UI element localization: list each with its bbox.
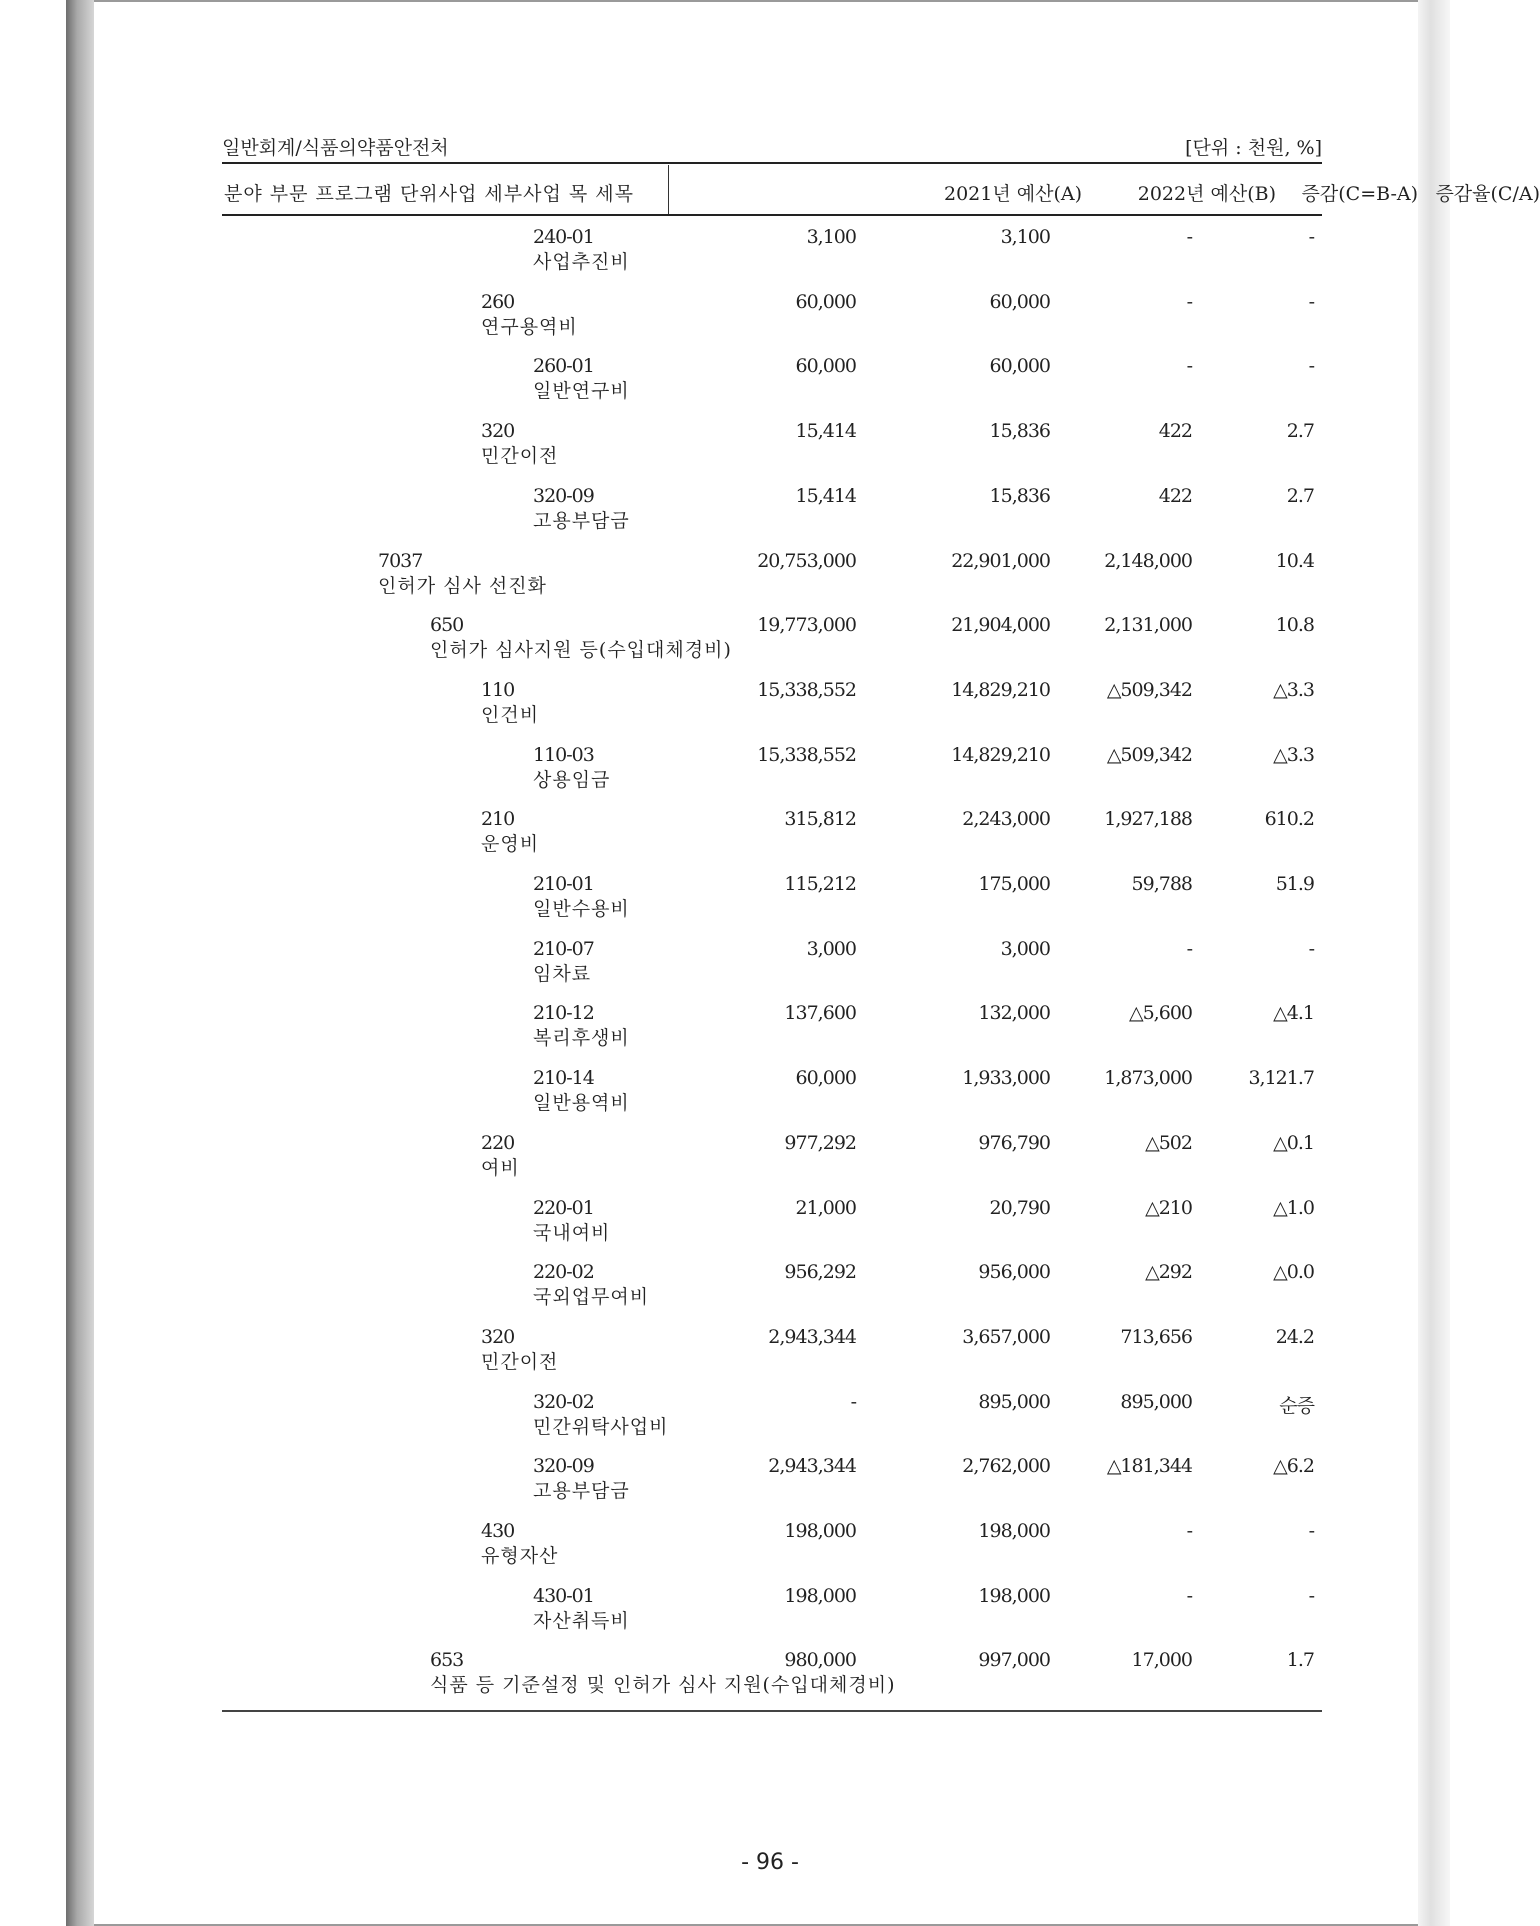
row-code: 7037	[378, 549, 423, 572]
row-code: 320-09	[533, 484, 594, 507]
row-change-rate: 24.2	[1275, 1325, 1314, 1348]
row-change-rate: △3.3	[1273, 743, 1314, 766]
page-number: - 96 -	[741, 1850, 799, 1875]
row-name: 국외업무여비	[533, 1286, 650, 1309]
row-change: 2,131,000	[1104, 614, 1192, 637]
row-code: 220-01	[533, 1196, 594, 1219]
row-code: 220-02	[533, 1261, 594, 1284]
row-budget-2022: 956,000	[978, 1261, 1050, 1284]
table-row	[0, 679, 1450, 739]
row-budget-2022: 22,901,000	[951, 549, 1050, 572]
row-change-rate: 2.7	[1286, 484, 1314, 507]
row-change: 422	[1158, 484, 1192, 507]
table-row	[0, 1649, 1450, 1709]
row-change: -	[1186, 1584, 1192, 1607]
row-name: 민간위탁사업비	[533, 1415, 669, 1438]
row-change-rate: -	[1308, 355, 1314, 378]
table-row	[0, 1520, 1450, 1580]
row-budget-2022: 2,762,000	[962, 1455, 1050, 1478]
row-name: 일반연구비	[533, 380, 630, 403]
row-budget-2021: 3,100	[806, 226, 856, 248]
column-category: 분야 부문 프로그램 단위사업 세부사업 목 세목	[224, 183, 634, 205]
table-row	[0, 1132, 1450, 1192]
row-change-rate: -	[1308, 1520, 1314, 1542]
row-budget-2022: 198,000	[978, 1584, 1050, 1607]
row-change-rate: △3.3	[1273, 678, 1314, 701]
row-code: 320	[481, 1325, 515, 1348]
row-budget-2021: 198,000	[784, 1520, 856, 1542]
row-change: 59,788	[1131, 873, 1192, 895]
table-row	[0, 550, 1450, 610]
row-change: 422	[1158, 420, 1192, 443]
column-budget-2021: 2021년 예산(A)	[943, 183, 1082, 205]
row-code: 210-12	[533, 1002, 594, 1025]
row-budget-2021: 15,414	[795, 420, 856, 443]
row-change-rate: △4.1	[1273, 1002, 1314, 1025]
row-code: 210-14	[533, 1067, 594, 1090]
row-code: 210	[481, 808, 515, 831]
row-budget-2021: 977,292	[784, 1131, 856, 1154]
row-change: 1,873,000	[1104, 1067, 1192, 1090]
row-name: 인건비	[481, 703, 540, 726]
header-unit: [단위 : 천원, %]	[1185, 137, 1322, 159]
row-budget-2022: 976,790	[978, 1131, 1050, 1154]
row-change-rate: △1.0	[1273, 1196, 1314, 1219]
row-code: 430-01	[533, 1584, 594, 1607]
row-change-rate: 51.9	[1275, 873, 1314, 895]
row-budget-2021: 60,000	[795, 1067, 856, 1090]
row-change-rate: 10.4	[1275, 549, 1314, 572]
row-budget-2022: 15,836	[989, 420, 1050, 443]
row-budget-2021: 15,414	[795, 484, 856, 507]
row-name: 식품 등 기준설정 및 인허가 심사 지원(수입대체경비)	[430, 1674, 896, 1697]
row-name: 일반수용비	[533, 898, 630, 920]
row-budget-2021: 115,212	[784, 873, 856, 895]
table-row	[0, 873, 1450, 933]
row-code: 430	[481, 1520, 515, 1542]
row-name: 민간이전	[481, 445, 559, 468]
table-row	[0, 1326, 1450, 1386]
row-change: -	[1186, 937, 1192, 960]
row-change: △502	[1145, 1131, 1192, 1154]
row-change-rate: 1.7	[1286, 1649, 1314, 1672]
table-row	[0, 1197, 1450, 1257]
row-name: 상용임금	[533, 768, 611, 791]
row-code: 653	[430, 1649, 464, 1672]
row-name: 여비	[481, 1156, 520, 1179]
row-name: 자산취득비	[533, 1609, 630, 1632]
table-row	[0, 744, 1450, 804]
row-budget-2021: 956,292	[784, 1261, 856, 1284]
row-change: △509,342	[1106, 743, 1192, 766]
row-budget-2021: 20,753,000	[757, 549, 856, 572]
row-change-rate: 2.7	[1286, 420, 1314, 443]
row-change: △5,600	[1128, 1002, 1192, 1025]
row-code: 320-09	[533, 1455, 594, 1478]
row-name: 고용부담금	[533, 1480, 630, 1503]
row-change-rate: 10.8	[1275, 614, 1314, 637]
row-change: -	[1186, 290, 1192, 313]
row-change: -	[1186, 226, 1192, 248]
row-name: 일반용역비	[533, 1092, 630, 1115]
row-change: △509,342	[1106, 678, 1192, 701]
row-budget-2022: 175,000	[978, 873, 1050, 895]
table-row	[0, 1585, 1450, 1645]
row-budget-2022: 60,000	[989, 355, 1050, 378]
row-budget-2021: 21,000	[795, 1196, 856, 1219]
row-name: 사업추진비	[533, 251, 630, 273]
row-budget-2021: 19,773,000	[757, 614, 856, 637]
table-row	[0, 938, 1450, 998]
row-budget-2021: 3,000	[806, 937, 856, 960]
row-budget-2022: 20,790	[989, 1196, 1050, 1219]
row-change-rate: △6.2	[1273, 1455, 1314, 1478]
row-change: 1,927,188	[1104, 808, 1192, 831]
row-name: 복리후생비	[533, 1027, 630, 1050]
row-change: △292	[1145, 1261, 1192, 1284]
row-code: 320-02	[533, 1390, 594, 1413]
row-budget-2022: 2,243,000	[962, 808, 1050, 831]
row-name: 민간이전	[481, 1350, 559, 1373]
row-budget-2022: 1,933,000	[962, 1067, 1050, 1090]
row-budget-2021: 198,000	[784, 1584, 856, 1607]
row-change-rate: △0.0	[1273, 1261, 1314, 1284]
row-budget-2022: 132,000	[978, 1002, 1050, 1025]
row-change-rate: △0.1	[1273, 1131, 1314, 1154]
row-budget-2021: 60,000	[795, 290, 856, 313]
row-budget-2022: 997,000	[978, 1649, 1050, 1672]
row-code: 210-01	[533, 873, 594, 895]
table-row	[0, 1067, 1450, 1127]
row-change: △210	[1145, 1196, 1192, 1219]
row-code: 240-01	[533, 226, 594, 248]
table-row	[0, 1261, 1450, 1321]
row-budget-2022: 21,904,000	[951, 614, 1050, 637]
row-change-rate: -	[1308, 1584, 1314, 1607]
row-budget-2022: 14,829,210	[951, 678, 1050, 701]
row-name: 임차료	[533, 962, 592, 985]
row-change: -	[1186, 1520, 1192, 1542]
row-change: 17,000	[1131, 1649, 1192, 1672]
row-name: 인허가 심사지원 등(수입대체경비)	[430, 639, 732, 662]
row-change-rate: -	[1308, 290, 1314, 313]
table-bottom-rule	[222, 1710, 1322, 1712]
row-budget-2021: 137,600	[784, 1002, 856, 1025]
row-change: 713,656	[1120, 1325, 1192, 1348]
row-code: 110-03	[533, 743, 594, 766]
column-change: 증감(C=B-A)	[1301, 183, 1418, 205]
row-budget-2022: 3,100	[1000, 226, 1050, 248]
row-budget-2021: 15,338,552	[757, 678, 856, 701]
row-change: 895,000	[1120, 1390, 1192, 1413]
column-change-rate: 증감율(C/A)	[1435, 183, 1540, 205]
row-budget-2021: 60,000	[795, 355, 856, 378]
table-row	[0, 420, 1450, 480]
table-row	[0, 485, 1450, 545]
row-budget-2022: 198,000	[978, 1520, 1050, 1542]
row-change-rate: 610.2	[1264, 808, 1314, 831]
row-change-rate: 3,121.7	[1248, 1067, 1314, 1090]
row-code: 650	[430, 614, 464, 637]
row-budget-2022: 3,657,000	[962, 1325, 1050, 1348]
row-code: 220	[481, 1131, 515, 1154]
row-name: 국내여비	[533, 1221, 611, 1244]
row-name: 인허가 심사 선진화	[378, 574, 547, 597]
table-row	[0, 1002, 1450, 1062]
row-budget-2022: 60,000	[989, 290, 1050, 313]
row-code: 210-07	[533, 937, 594, 960]
table-row	[0, 291, 1450, 351]
table-row	[0, 1391, 1450, 1451]
row-change-rate: 순증	[1279, 1394, 1314, 1417]
row-change-rate: -	[1308, 226, 1314, 248]
row-code: 110	[481, 678, 515, 701]
row-name: 연구용역비	[481, 315, 578, 338]
table-row	[0, 1455, 1450, 1515]
column-budget-2022: 2022년 예산(B)	[1137, 183, 1276, 205]
row-name: 고용부담금	[533, 509, 630, 532]
row-change: △181,344	[1106, 1455, 1192, 1478]
row-budget-2022: 895,000	[978, 1390, 1050, 1413]
row-budget-2021: 980,000	[784, 1649, 856, 1672]
table-row	[0, 355, 1450, 415]
row-code: 320	[481, 420, 515, 443]
table-row	[0, 808, 1450, 868]
row-code: 260-01	[533, 355, 594, 378]
row-code: 260	[481, 290, 515, 313]
row-budget-2022: 14,829,210	[951, 743, 1050, 766]
row-change-rate: -	[1308, 937, 1314, 960]
row-name: 유형자산	[481, 1545, 559, 1567]
row-budget-2021: 315,812	[784, 808, 856, 831]
row-budget-2022: 15,836	[989, 484, 1050, 507]
row-budget-2022: 3,000	[1000, 937, 1050, 960]
header-title: 일반회계/식품의약품안전처	[222, 137, 449, 159]
table-row	[0, 614, 1450, 674]
row-name: 운영비	[481, 833, 540, 856]
row-budget-2021: 2,943,344	[768, 1455, 856, 1478]
row-change: 2,148,000	[1104, 549, 1192, 572]
row-change: -	[1186, 355, 1192, 378]
row-budget-2021: 2,943,344	[768, 1325, 856, 1348]
row-budget-2021: -	[850, 1390, 856, 1413]
table-row	[0, 226, 1450, 286]
row-budget-2021: 15,338,552	[757, 743, 856, 766]
